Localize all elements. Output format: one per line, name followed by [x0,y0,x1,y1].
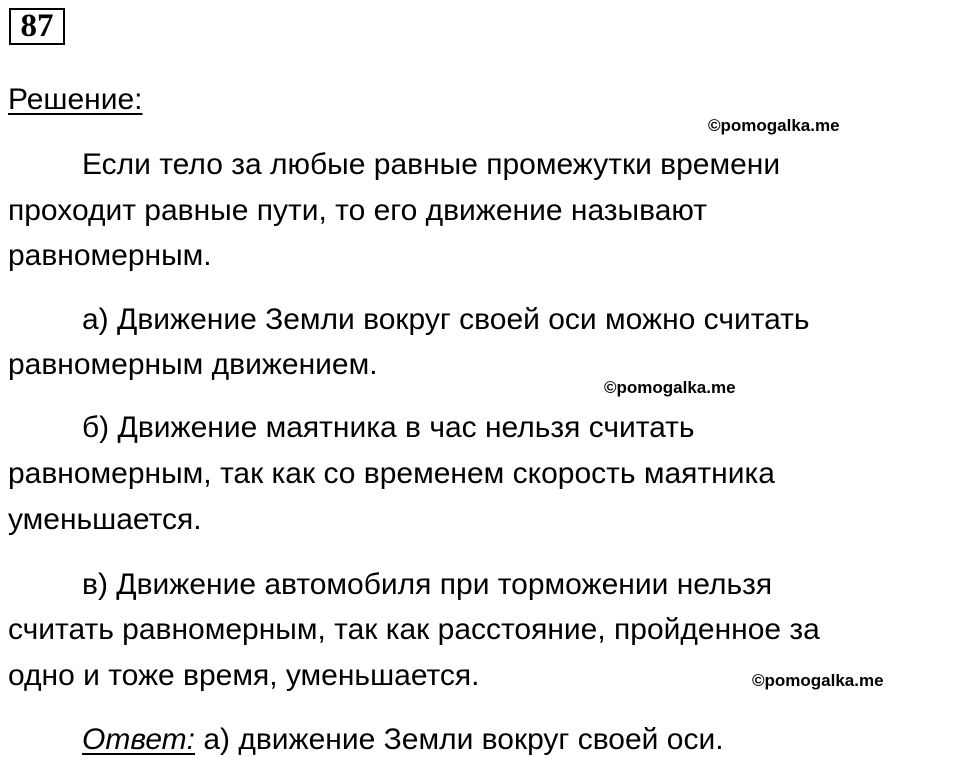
intro-line-3: равномерным. [8,239,212,272]
watermark-middle: ©pomogalka.me [604,378,736,397]
item-v-line-3: одно и тоже время, уменьшается. [8,659,480,692]
item-v-line-2: считать равномерным, так как расстояние, пройденное за [8,613,820,646]
answer-line [82,720,724,760]
solution-heading: Решение: [8,83,143,116]
intro-line-1: Если тело за любые равные промежутки времени [82,148,781,181]
answer-label: Ответ: [82,723,195,756]
intro-line-2: проходит равные пути, то его движение называют [8,194,707,227]
item-b-line-2: равномерным, так как со временем скорость маятника [8,457,775,490]
task-number-box: 87 [9,8,65,45]
item-a-line-2: равномерным движением. [8,348,378,381]
item-b-line-1: б) Движение маятника в час нельзя считать [82,411,695,444]
watermark-bottom: ©pomogalka.me [752,671,884,690]
item-v-line-1: в) Движение автомобиля при торможении нельзя [82,568,773,601]
answer-text: а) движение Земли вокруг своей оси. [195,723,724,756]
item-a-line-1: а) Движение Земли вокруг своей оси можно считать [82,303,810,336]
item-b-line-3: уменьшается. [8,503,202,536]
watermark-top: ©pomogalka.me [708,116,840,135]
